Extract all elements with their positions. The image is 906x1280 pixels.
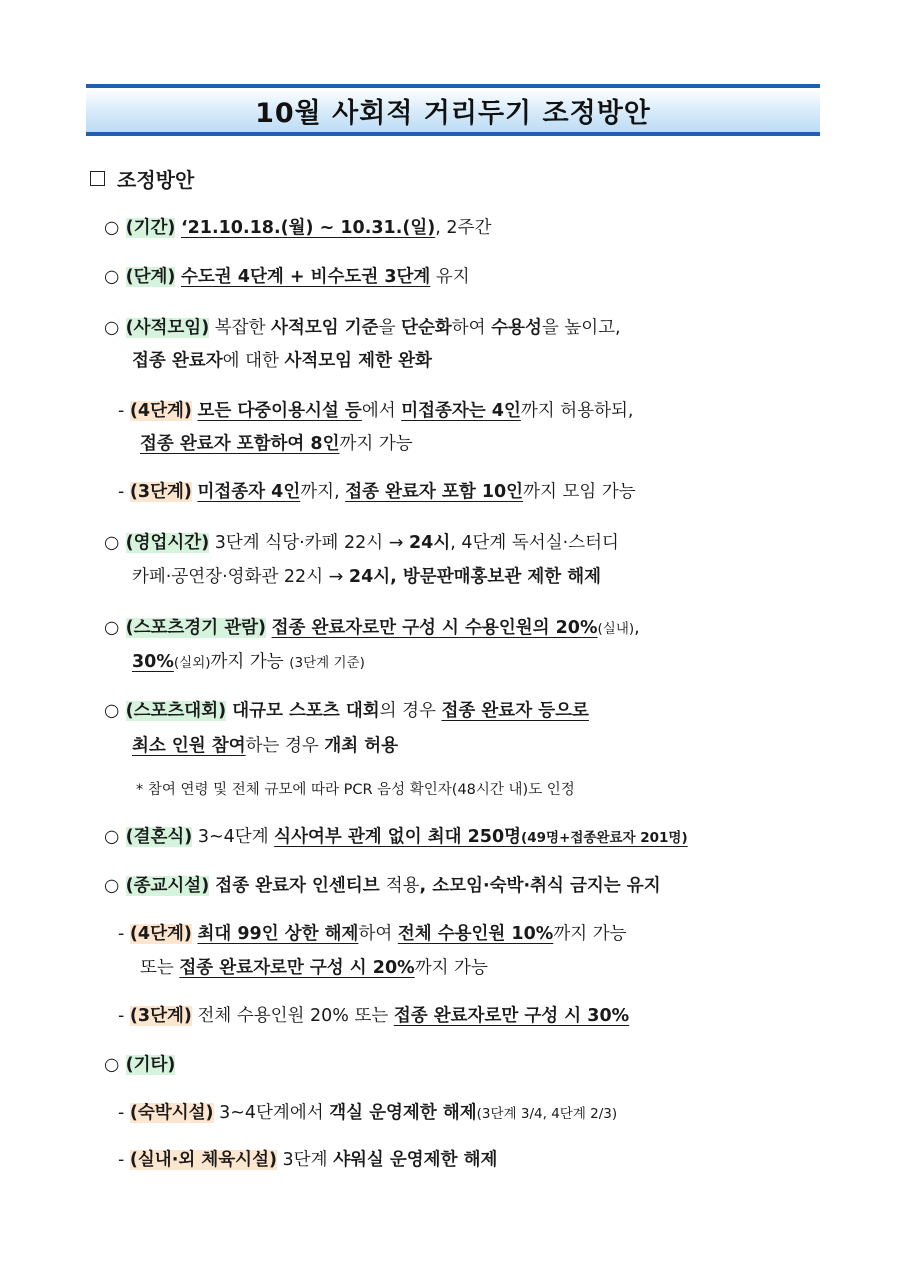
item-other — [104, 1052, 175, 1078]
dash-bullet: - — [118, 924, 125, 944]
item-religious: ○ (종교시설) 접종 완료자 인센티브 적용, 소모임·숙박·취식 금지는 유지 — [104, 873, 661, 899]
section-heading — [90, 164, 194, 193]
checkbox-square-icon — [90, 171, 105, 186]
footnote: * 참여 연령 및 전체 규모에 따라 PCR 음성 확인자(48시간 내)도 인정 — [136, 782, 575, 798]
dash-bullet: - — [118, 482, 125, 502]
item-sports-events: ○ (스포츠대회) 대규모 스포츠 대회의 경우 접종 완료자 등으로 — [104, 698, 589, 724]
subitem-sports-facilities: - (실내·외 체육시설) 3단계 샤워실 운영제한 해제 — [118, 1150, 498, 1170]
item-tag: (스포츠경기 관람) — [125, 618, 267, 638]
dash-bullet: - — [118, 401, 125, 421]
subitem-lodging: - (숙박시설) 3~4단계에서 객실 운영제한 해제(3단계 3/4, 4단계 2/3) — [118, 1103, 618, 1123]
item-stage: ○ (단계) 수도권 4단계 + 비수도권 3단계 유지 — [104, 264, 470, 290]
subitem-religious-stage4: - (4단계) 최대 99인 상한 해제하여 전체 수용인원 10%까지 가능 — [118, 924, 627, 944]
item-business-hours: ○ (영업시간) 3단계 식당·카페 22시 → 24시, 4단계 독서실·스터디 — [104, 530, 619, 556]
item-sports-viewing: ○ (스포츠경기 관람) 접종 완료자로만 구성 시 수용인원의 20%(실내), — [104, 615, 640, 642]
subitem-tag: (3단계) — [129, 1006, 192, 1026]
item-period: ○ (기간) ‘21.10.18.(월) ~ 10.31.(일), 2주간 — [104, 215, 491, 241]
subitem-tag: (3단계) — [129, 482, 192, 502]
item-sports-viewing-cont: 30%(실외)까지 가능 (3단계 기준) — [132, 652, 365, 672]
item-tag: (결혼식) — [125, 827, 193, 847]
circle-bullet-icon: ○ — [104, 218, 120, 238]
subitem-stage4: - (4단계) 모든 다중이용시설 등에서 미접종자는 4인까지 허용하되, — [118, 401, 634, 421]
item-tag: (단계) — [125, 267, 176, 287]
item-tag: (기간) — [125, 218, 176, 238]
item-wedding: ○ (결혼식) 3~4단계 식사여부 관계 없이 최대 250명(49명+접종완료자 201명) — [104, 824, 688, 851]
item-tag: (스포츠대회) — [125, 701, 227, 721]
circle-bullet-icon: ○ — [104, 533, 120, 553]
item-tag: (종교시설) — [125, 876, 210, 896]
subitem-religious-stage3: - (3단계) 전체 수용인원 20% 또는 접종 완료자로만 구성 시 30% — [118, 1006, 630, 1026]
circle-bullet-icon: ○ — [104, 618, 120, 638]
circle-bullet-icon: ○ — [104, 876, 120, 896]
section-label: 조정방안 — [117, 168, 195, 192]
circle-bullet-icon: ○ — [104, 267, 120, 287]
subitem-stage4-cont: 접종 완료자 포함하여 8인까지 가능 — [140, 434, 413, 454]
item-private-gathering: ○ (사적모임) 복잡한 사적모임 기준을 단순화하여 수용성을 높이고, — [104, 315, 621, 341]
dash-bullet: - — [118, 1006, 125, 1026]
subitem-tag: (4단계) — [129, 924, 192, 944]
item-tag: (영업시간) — [125, 533, 210, 553]
dash-bullet: - — [118, 1150, 125, 1170]
circle-bullet-icon: ○ — [104, 701, 120, 721]
document-title: 10월 사회적 거리두기 조정방안 — [255, 97, 651, 129]
subitem-tag: (숙박시설) — [129, 1103, 214, 1123]
subitem-tag: (4단계) — [129, 401, 192, 421]
subitem-stage3: - (3단계) 미접종자 4인까지, 접종 완료자 포함 10인까지 모임 가능 — [118, 482, 636, 502]
subitem-religious-stage4-cont: 또는 접종 완료자로만 구성 시 20%까지 가능 — [140, 958, 488, 978]
dash-bullet: - — [118, 1103, 125, 1123]
subitem-tag: (실내·외 체육시설) — [129, 1150, 277, 1170]
title-banner — [86, 84, 820, 136]
item-business-hours-cont: 카페·공연장·영화관 22시 → 24시, 방문판매홍보관 제한 해제 — [132, 567, 602, 587]
item-tag: (사적모임) — [125, 318, 210, 338]
item-tag: (기타) — [125, 1055, 176, 1075]
circle-bullet-icon: ○ — [104, 1055, 120, 1075]
circle-bullet-icon: ○ — [104, 827, 120, 847]
item-sports-events-cont: 최소 인원 참여하는 경우 개최 허용 — [132, 736, 399, 756]
circle-bullet-icon: ○ — [104, 318, 120, 338]
item-private-gathering-cont: 접종 완료자에 대한 사적모임 제한 완화 — [132, 351, 432, 371]
